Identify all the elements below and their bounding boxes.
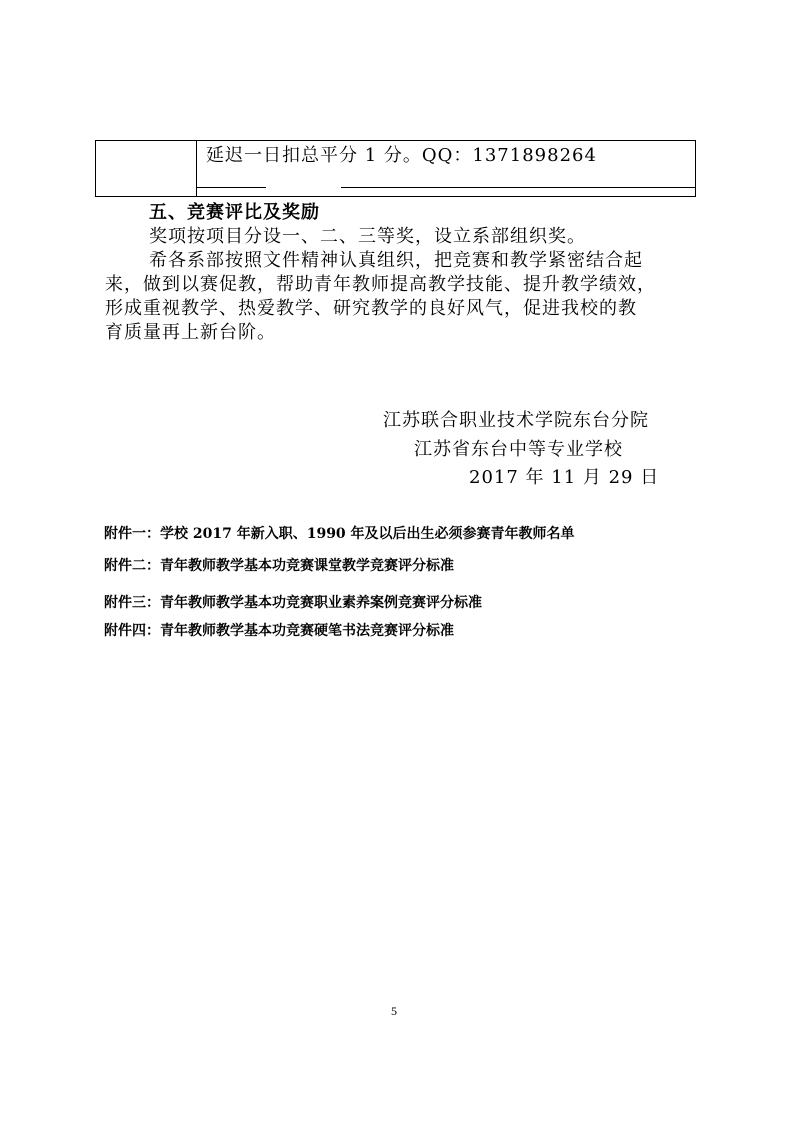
- paragraph-line-1: 希各系部按照文件精神认真组织，把竞赛和教学紧密结合起: [149, 250, 643, 271]
- attachment-4: 附件四：青年教师教学基本功竞赛硬笔书法竞赛评分标准: [104, 623, 454, 639]
- table-cell-text: 延迟一日扣总平分 1 分。QQ：1371898264: [206, 145, 597, 166]
- signature-org-2: 江苏省东台中等专业学校: [414, 439, 623, 460]
- signature-date: 2017 年 11 月 29 日: [469, 467, 660, 488]
- paragraph-line-2: 来，做到以赛促教，帮助青年教师提高教学技能、提升教学绩效，: [105, 274, 656, 295]
- paragraph-line-3: 形成重视教学、热爱教学、研究教学的良好风气，促进我校的教: [105, 298, 637, 319]
- rules-table: [95, 140, 696, 197]
- page-number: 5: [391, 1004, 397, 1018]
- section-heading: 五、竞赛评比及奖励: [149, 202, 320, 223]
- signature-org-1: 江苏联合职业技术学院东台分院: [383, 410, 649, 431]
- table-underline-right: [341, 187, 696, 188]
- attachment-2: 附件二：青年教师教学基本功竞赛课堂教学竞赛评分标准: [104, 558, 454, 574]
- paragraph-line-4: 育质量再上新台阶。: [105, 322, 276, 343]
- attachment-3: 附件三：青年教师教学基本功竞赛职业素养案例竞赛评分标准: [104, 595, 482, 611]
- attachment-1: 附件一：学校 2017 年新入职、1990 年及以后出生必须参赛青年教师名单: [104, 526, 575, 542]
- table-underline-left: [196, 187, 266, 188]
- award-paragraph: 奖项按项目分设一、二、三等奖，设立系部组织奖。: [149, 226, 586, 247]
